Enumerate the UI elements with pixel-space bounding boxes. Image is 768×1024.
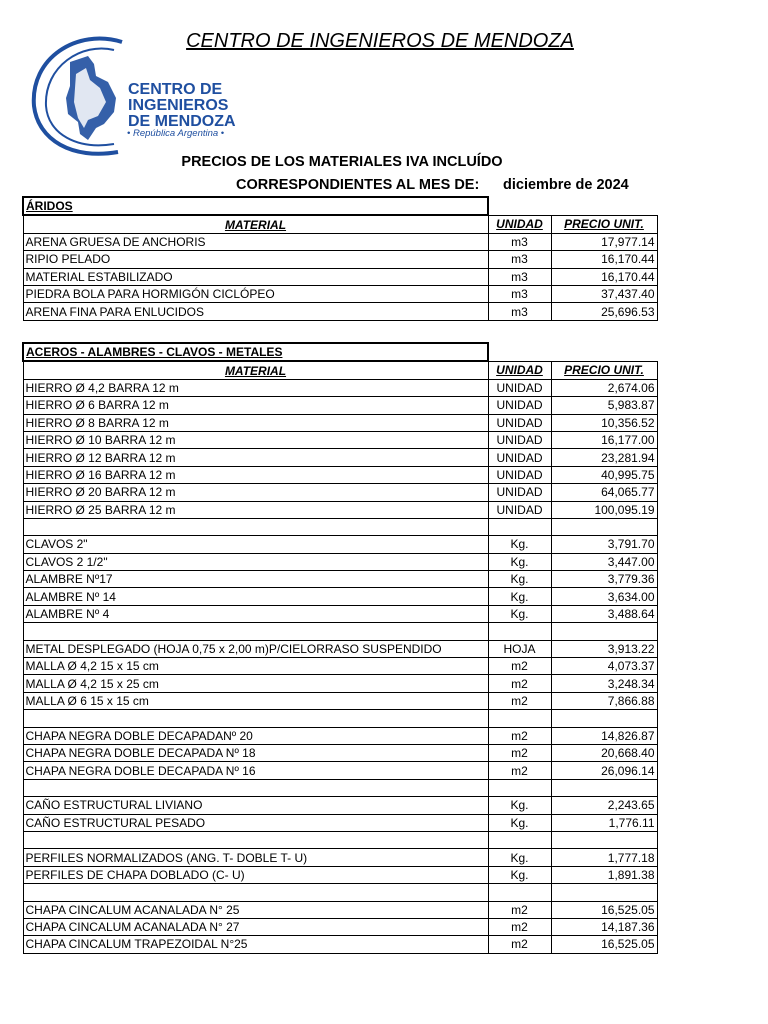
price-cell: 3,779.36 xyxy=(551,571,657,588)
table-row xyxy=(23,553,657,570)
material-cell: MALLA Ø 4,2 15 x 25 cm xyxy=(23,675,488,692)
section-title: ÁRIDOS xyxy=(23,197,488,215)
price-cell: 37,437.40 xyxy=(551,285,657,302)
section-title-row xyxy=(23,197,657,215)
unit-cell: m3 xyxy=(488,285,551,302)
price-cell: 5,983.87 xyxy=(551,397,657,414)
table-row xyxy=(23,605,657,622)
table-row xyxy=(23,727,657,744)
table-row xyxy=(23,379,657,396)
section-title-row xyxy=(23,343,657,361)
unit-cell: Kg. xyxy=(488,588,551,605)
material-cell: HIERRO Ø 6 BARRA 12 m xyxy=(23,397,488,414)
unit-cell: UNIDAD xyxy=(488,466,551,483)
price-cell: 3,634.00 xyxy=(551,588,657,605)
unit-cell: Kg. xyxy=(488,605,551,622)
material-cell: CHAPA NEGRA DOBLE DECAPADANº 20 xyxy=(23,727,488,744)
unit-cell: m3 xyxy=(488,251,551,268)
table-row xyxy=(23,414,657,431)
column-header-row xyxy=(23,361,657,379)
price-cell: 14,826.87 xyxy=(551,727,657,744)
logo-line1: CENTRO DE xyxy=(128,81,223,98)
table-row xyxy=(23,268,657,285)
table-row xyxy=(23,901,657,918)
material-cell: CLAVOS 2 1/2" xyxy=(23,553,488,570)
price-cell xyxy=(551,831,657,848)
aridos-table xyxy=(22,196,658,321)
material-cell: RIPIO PELADO xyxy=(23,251,488,268)
price-cell: 16,525.05 xyxy=(551,901,657,918)
unit-cell: m2 xyxy=(488,727,551,744)
price-cell: 23,281.94 xyxy=(551,449,657,466)
material-cell: HIERRO Ø 10 BARRA 12 m xyxy=(23,431,488,448)
price-cell: 3,791.70 xyxy=(551,536,657,553)
col-material: MATERIAL xyxy=(23,215,488,233)
material-cell xyxy=(23,831,488,848)
material-cell: MALLA Ø 4,2 15 x 15 cm xyxy=(23,658,488,675)
price-cell: 16,170.44 xyxy=(551,268,657,285)
price-cell: 26,096.14 xyxy=(551,762,657,779)
material-cell: ALAMBRE Nº 14 xyxy=(23,588,488,605)
material-cell xyxy=(23,623,488,640)
price-cell: 14,187.36 xyxy=(551,918,657,935)
unit-cell: m2 xyxy=(488,918,551,935)
unit-cell: UNIDAD xyxy=(488,449,551,466)
unit-cell: m2 xyxy=(488,744,551,761)
unit-cell: Kg. xyxy=(488,553,551,570)
material-cell: CLAVOS 2" xyxy=(23,536,488,553)
unit-cell: Kg. xyxy=(488,797,551,814)
unit-cell: m2 xyxy=(488,762,551,779)
unit-cell: UNIDAD xyxy=(488,501,551,518)
material-cell: HIERRO Ø 25 BARRA 12 m xyxy=(23,501,488,518)
unit-cell xyxy=(488,710,551,727)
unit-cell: m2 xyxy=(488,901,551,918)
material-cell: CHAPA CINCALUM ACANALADA N° 27 xyxy=(23,918,488,935)
unit-cell: m3 xyxy=(488,268,551,285)
price-cell: 16,525.05 xyxy=(551,936,657,953)
price-cell xyxy=(551,518,657,535)
period-value: diciembre de 2024 xyxy=(503,177,629,193)
table-row xyxy=(23,501,657,518)
unit-cell: Kg. xyxy=(488,536,551,553)
table-row xyxy=(23,744,657,761)
price-cell: 2,674.06 xyxy=(551,379,657,396)
price-cell: 10,356.52 xyxy=(551,414,657,431)
col-unit: UNIDAD xyxy=(488,361,551,379)
table-row xyxy=(23,797,657,814)
material-cell: PERFILES NORMALIZADOS (ANG. T- DOBLE T- U) xyxy=(23,849,488,866)
table-row xyxy=(23,466,657,483)
table-row xyxy=(23,779,657,796)
table-row xyxy=(23,303,657,320)
price-cell: 16,177.00 xyxy=(551,431,657,448)
material-cell: MALLA Ø 6 15 x 15 cm xyxy=(23,692,488,709)
price-cell: 4,073.37 xyxy=(551,658,657,675)
table-row xyxy=(23,431,657,448)
table-row xyxy=(23,762,657,779)
org-title: CENTRO DE INGENIEROS DE MENDOZA xyxy=(186,30,574,52)
material-cell: MATERIAL ESTABILIZADO xyxy=(23,268,488,285)
price-cell: 64,065.77 xyxy=(551,484,657,501)
table-row xyxy=(23,233,657,250)
unit-cell: Kg. xyxy=(488,849,551,866)
table-row xyxy=(23,484,657,501)
table-row xyxy=(23,658,657,675)
material-cell xyxy=(23,518,488,535)
material-cell: CAÑO ESTRUCTURAL PESADO xyxy=(23,814,488,831)
price-cell: 1,776.11 xyxy=(551,814,657,831)
unit-cell xyxy=(488,884,551,901)
period-label: CORRESPONDIENTES AL MES DE: xyxy=(236,177,480,193)
unit-cell: Kg. xyxy=(488,866,551,883)
unit-cell xyxy=(488,779,551,796)
table-row xyxy=(23,814,657,831)
material-cell: METAL DESPLEGADO (HOJA 0,75 x 2,00 m)P/CIELORRASO SUSPENDIDO xyxy=(23,640,488,657)
material-cell: HIERRO Ø 4,2 BARRA 12 m xyxy=(23,379,488,396)
aceros-table xyxy=(22,342,658,954)
unit-cell: m2 xyxy=(488,692,551,709)
material-cell xyxy=(23,710,488,727)
price-cell xyxy=(551,710,657,727)
unit-cell: m2 xyxy=(488,658,551,675)
table-row xyxy=(23,588,657,605)
table-row xyxy=(23,884,657,901)
price-cell: 1,777.18 xyxy=(551,849,657,866)
logo-line2: INGENIEROS xyxy=(128,97,229,114)
material-cell: CHAPA NEGRA DOBLE DECAPADA Nº 16 xyxy=(23,762,488,779)
price-cell xyxy=(551,779,657,796)
material-cell: CHAPA CINCALUM TRAPEZOIDAL N°25 xyxy=(23,936,488,953)
unit-cell: UNIDAD xyxy=(488,431,551,448)
material-cell: CHAPA CINCALUM ACANALADA N° 25 xyxy=(23,901,488,918)
table-row xyxy=(23,831,657,848)
unit-cell: m2 xyxy=(488,936,551,953)
unit-cell: UNIDAD xyxy=(488,397,551,414)
table-row xyxy=(23,640,657,657)
price-cell: 7,866.88 xyxy=(551,692,657,709)
material-cell xyxy=(23,884,488,901)
price-cell: 20,668.40 xyxy=(551,744,657,761)
price-cell: 3,913.22 xyxy=(551,640,657,657)
logo-line3: DE MENDOZA xyxy=(128,113,236,130)
unit-cell: UNIDAD xyxy=(488,484,551,501)
price-cell xyxy=(551,623,657,640)
price-cell: 25,696.53 xyxy=(551,303,657,320)
table-row xyxy=(23,675,657,692)
table-row xyxy=(23,251,657,268)
col-unit: UNIDAD xyxy=(488,215,551,233)
unit-cell: HOJA xyxy=(488,640,551,657)
material-cell: HIERRO Ø 8 BARRA 12 m xyxy=(23,414,488,431)
material-cell: ALAMBRE Nº 4 xyxy=(23,605,488,622)
material-cell: ARENA FINA PARA ENLUCIDOS xyxy=(23,303,488,320)
price-cell: 16,170.44 xyxy=(551,251,657,268)
document-title: PRECIOS DE LOS MATERIALES IVA INCLUÍDO xyxy=(181,154,503,170)
logo-wordmark xyxy=(128,82,236,130)
table-row xyxy=(23,866,657,883)
table-row xyxy=(23,849,657,866)
table-row xyxy=(23,571,657,588)
table-row xyxy=(23,936,657,953)
table-row xyxy=(23,285,657,302)
price-cell: 100,095.19 xyxy=(551,501,657,518)
material-cell: HIERRO Ø 12 BARRA 12 m xyxy=(23,449,488,466)
unit-cell: m3 xyxy=(488,233,551,250)
material-cell: CHAPA NEGRA DOBLE DECAPADA Nº 18 xyxy=(23,744,488,761)
unit-cell: UNIDAD xyxy=(488,379,551,396)
table-row xyxy=(23,518,657,535)
table-row xyxy=(23,710,657,727)
material-cell: ARENA GRUESA DE ANCHORIS xyxy=(23,233,488,250)
material-cell: HIERRO Ø 20 BARRA 12 m xyxy=(23,484,488,501)
unit-cell: Kg. xyxy=(488,814,551,831)
unit-cell xyxy=(488,623,551,640)
table-row xyxy=(23,692,657,709)
unit-cell: Kg. xyxy=(488,571,551,588)
price-cell: 40,995.75 xyxy=(551,466,657,483)
unit-cell: m2 xyxy=(488,675,551,692)
table-row xyxy=(23,536,657,553)
column-header-row xyxy=(23,215,657,233)
table-row xyxy=(23,397,657,414)
col-price: PRECIO UNIT. xyxy=(551,215,657,233)
unit-cell xyxy=(488,518,551,535)
table-row xyxy=(23,449,657,466)
section-title: ACEROS - ALAMBRES - CLAVOS - METALES xyxy=(23,343,488,361)
price-cell: 3,447.00 xyxy=(551,553,657,570)
price-cell: 17,977.14 xyxy=(551,233,657,250)
table-row xyxy=(23,623,657,640)
price-cell xyxy=(551,884,657,901)
unit-cell: UNIDAD xyxy=(488,414,551,431)
material-cell: ALAMBRE Nº17 xyxy=(23,571,488,588)
material-cell: CAÑO ESTRUCTURAL LIVIANO xyxy=(23,797,488,814)
price-cell: 3,248.34 xyxy=(551,675,657,692)
price-cell: 2,243.65 xyxy=(551,797,657,814)
table-row xyxy=(23,918,657,935)
logo-subtitle: • República Argentina • xyxy=(127,128,225,139)
col-material: MATERIAL xyxy=(23,361,488,379)
price-cell: 1,891.38 xyxy=(551,866,657,883)
unit-cell xyxy=(488,831,551,848)
material-cell xyxy=(23,779,488,796)
price-cell: 3,488.64 xyxy=(551,605,657,622)
material-cell: PIEDRA BOLA PARA HORMIGÓN CICLÓPEO xyxy=(23,285,488,302)
material-cell: PERFILES DE CHAPA DOBLADO (C- U) xyxy=(23,866,488,883)
unit-cell: m3 xyxy=(488,303,551,320)
col-price: PRECIO UNIT. xyxy=(551,361,657,379)
material-cell: HIERRO Ø 16 BARRA 12 m xyxy=(23,466,488,483)
